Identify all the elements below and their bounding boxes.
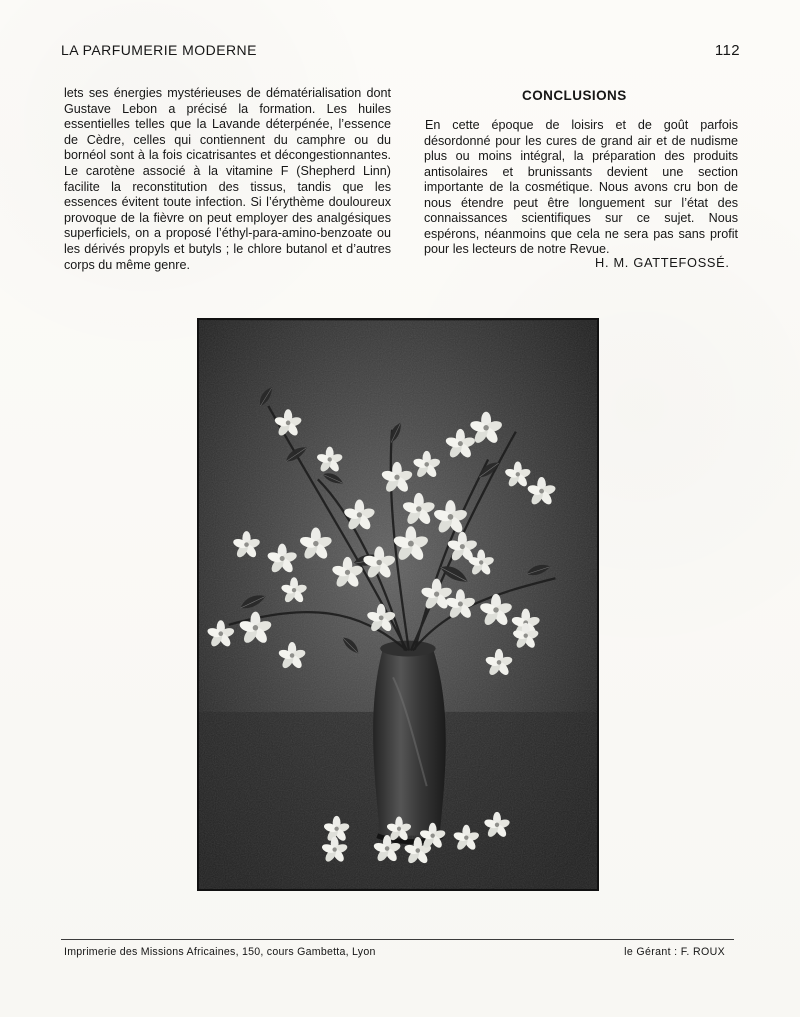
conclusions-heading: CONCLUSIONS xyxy=(522,88,627,103)
conclusions-paragraph: En cette époque de loisirs et de goût parfois désordonné pour les cures de grand air et de nudisme plus ou moins intégral, la préparation des produits antisolaires et brunissants devient une section importante de la cosmétique. Nous avons cru bon de nous étendre peut être longuement sur l’état des connaissances scientifiques sur ce sujet. Nous espérons, néanmoins que cela ne sera pas sans profit pour les lecteurs de notre Revue. xyxy=(424,118,738,256)
manager-credit: le Gérant : F. ROUX xyxy=(624,946,725,958)
page-number: 112 xyxy=(714,42,740,59)
footer-rule xyxy=(61,939,734,940)
right-text-column xyxy=(424,118,738,258)
printer-credit: Imprimerie des Missions Africaines, 150, cours Gambetta, Lyon xyxy=(64,946,376,958)
flower-vase-photograph xyxy=(197,318,599,891)
author-signature: H. M. GATTEFOSSÉ. xyxy=(595,255,730,270)
journal-title: LA PARFUMERIE MODERNE xyxy=(61,42,257,58)
left-text-column xyxy=(64,86,391,270)
left-article-paragraph: lets ses énergies mystérieuses de dématérialisation dont Gustave Lebon a précisé la formation. Les huiles essentielles telles que la Lavande déterpénée, l’essence de Cèdre, celles qui contiennent du camphre ou du bornéol sont à la fois cicatrisantes et décongestionnantes. Le carotène associé à la vitamine F (Shepherd Linn) facilite la reconstitution des tissus, tandis que les essences évitent toute infection. Si l’érythème douloureux provoque de la fièvre on peut employer des analgésiques superficiels, on a proposé l’éthyl-para-amino-benzoate ou les dérivés propyls et butyls ; le chlore butanol et d’autres corps du même genre. xyxy=(64,86,391,272)
flower-vase-image xyxy=(199,320,597,889)
